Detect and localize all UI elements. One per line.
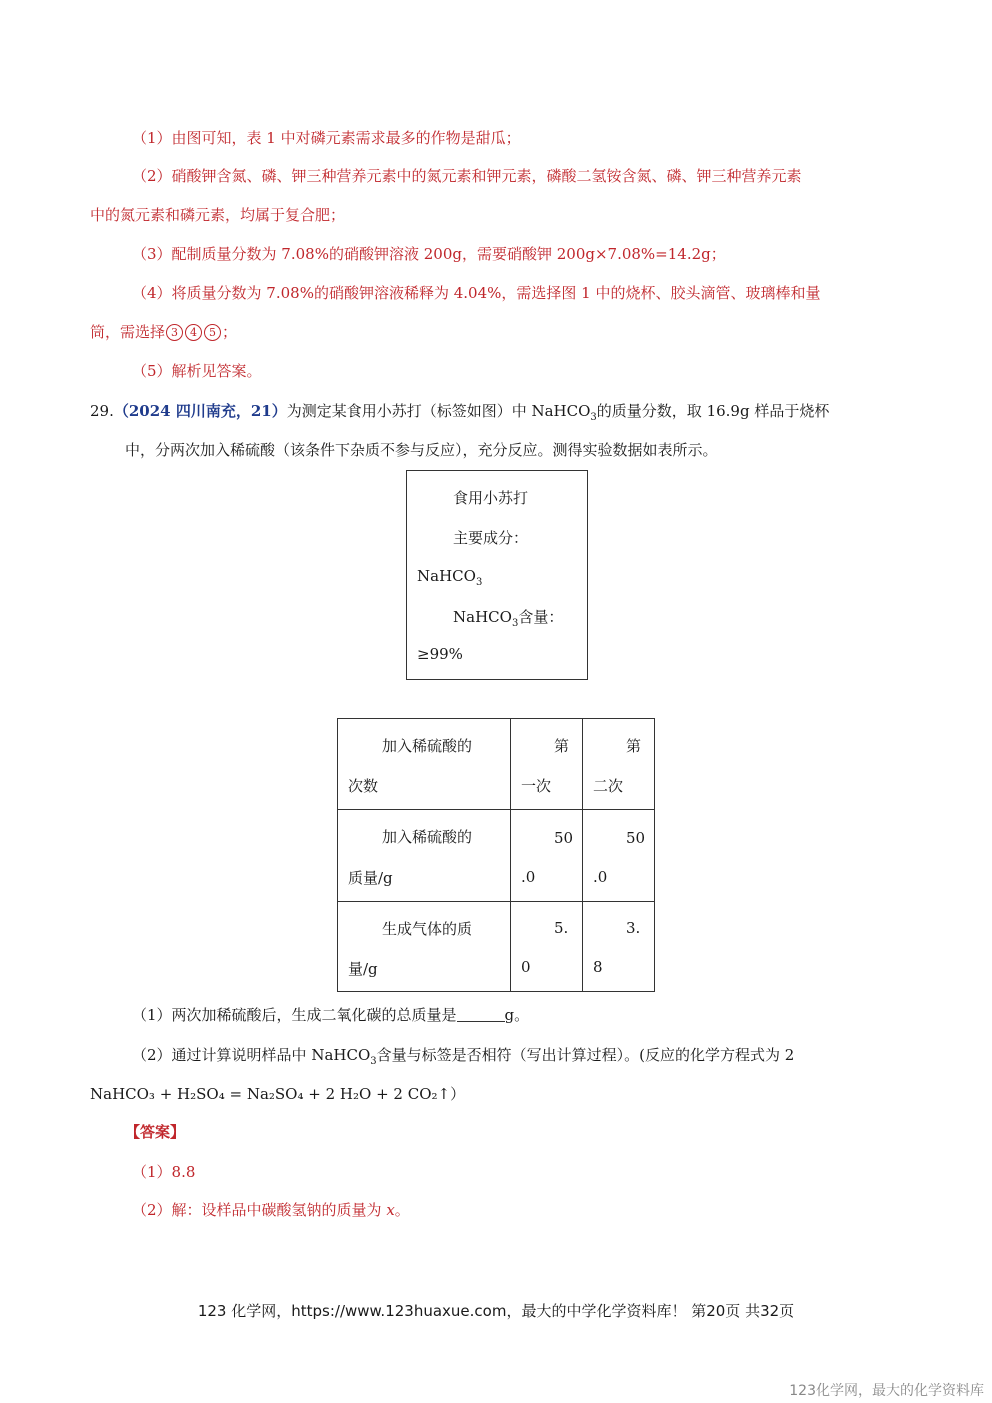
table-cell: 加入稀硫酸的	[382, 828, 473, 846]
answer-tag: 【答案】	[125, 1123, 186, 1141]
table-row	[338, 810, 655, 902]
label-main-ingredient: 主要成分：	[453, 529, 529, 547]
answer-line-4a: （4）将质量分数为 7.08%的硝酸钾溶液稀释为 4.04%，需选择图 1 中的烧杯、胶头滴管、玻璃棒和量	[132, 284, 821, 302]
table-cell: 二次	[593, 777, 624, 795]
label-product-name: 食用小苏打	[453, 489, 529, 507]
watermark: 123化学网，最大的化学资料库	[789, 1383, 984, 1399]
table-cell: 质量/g	[348, 869, 393, 887]
table-cell: 50	[554, 829, 574, 847]
question-source: （2024 四川南充，21）	[113, 402, 287, 420]
answer-line-4b: 筒，需选择 3 4 5 ；	[90, 323, 238, 341]
answer-line-4b-text: 筒，需选择	[90, 323, 166, 341]
table-row	[338, 902, 655, 992]
answer-2: （2）解：设样品中碳酸氢钠的质量为 x。	[132, 1201, 410, 1219]
table-cell: 量/g	[348, 960, 378, 978]
table-row	[338, 719, 655, 810]
label-formula: NaHCO$_3$	[417, 567, 483, 588]
product-label-box	[406, 470, 588, 680]
page-footer: 123 化学网，https://www.123huaxue.com，最大的中学化学资料库！ 第20页 共32页	[197, 1302, 795, 1320]
answer-blank	[457, 1007, 505, 1022]
table-cell: 第	[626, 737, 642, 755]
label-content: NaHCO$_3$含量：	[453, 608, 564, 629]
experiment-data-table	[337, 718, 655, 992]
table-cell: .0	[521, 868, 536, 886]
answer-line-2b: 中的氮元素和磷元素，均属于复合肥；	[90, 206, 346, 224]
question-number: 29.	[90, 402, 114, 420]
table-cell: 一次	[521, 777, 552, 795]
table-cell: 第	[554, 737, 570, 755]
sub-question-1: （1）两次加稀硫酸后，生成二氧化碳的总质量是 g。	[132, 1006, 530, 1024]
circled-number-4: 4	[185, 324, 202, 341]
circled-number-3: 3	[166, 324, 183, 341]
question-29-line-2: 中，分两次加入稀硫酸（该条件下杂质不参与反应），充分反应。测得实验数据如表所示。	[125, 441, 718, 459]
label-purity: ≥99%	[417, 645, 463, 663]
answer-line-5: （5）解析见答案。	[132, 362, 262, 380]
table-cell: 50	[626, 829, 646, 847]
table-cell: .0	[593, 868, 608, 886]
circled-number-5: 5	[204, 324, 221, 341]
chemical-equation: NaHCO₃ + H₂SO₄ = Na₂SO₄ + 2 H₂O + 2 CO₂↑）	[90, 1085, 466, 1103]
question-29-line-1: 29.（2024 四川南充，21）为测定某食用小苏打（标签如图）中 NaHCO$_3$的质量分数，取 16.9g 样品于烧杯	[90, 402, 830, 423]
table-cell: 0	[521, 958, 531, 976]
answer-line-3: （3）配制质量分数为 7.08%的硝酸钾溶液 200g，需要硝酸钾 200g×7.08%=14.2g；	[132, 245, 726, 263]
table-cell: 次数	[348, 777, 379, 795]
answer-line-1: （1）由图可知，表 1 中对磷元素需求最多的作物是甜瓜；	[132, 129, 521, 147]
sub-question-2: （2）通过计算说明样品中 NaHCO$_3$含量与标签是否相符（写出计算过程）。(反应的化学方程式为 2	[132, 1046, 795, 1067]
answer-line-2a: （2）硝酸钾含氮、磷、钾三种营养元素中的氮元素和钾元素，磷酸二氢铵含氮、磷、钾三种营养元素	[132, 167, 802, 185]
table-cell: 3.	[626, 919, 641, 937]
table-cell: 生成气体的质	[382, 920, 473, 938]
table-cell: 8	[593, 958, 603, 976]
table-cell: 加入稀硫酸的	[382, 737, 473, 755]
table-cell: 5.	[554, 919, 569, 937]
answer-1: （1）8.8	[132, 1163, 196, 1181]
